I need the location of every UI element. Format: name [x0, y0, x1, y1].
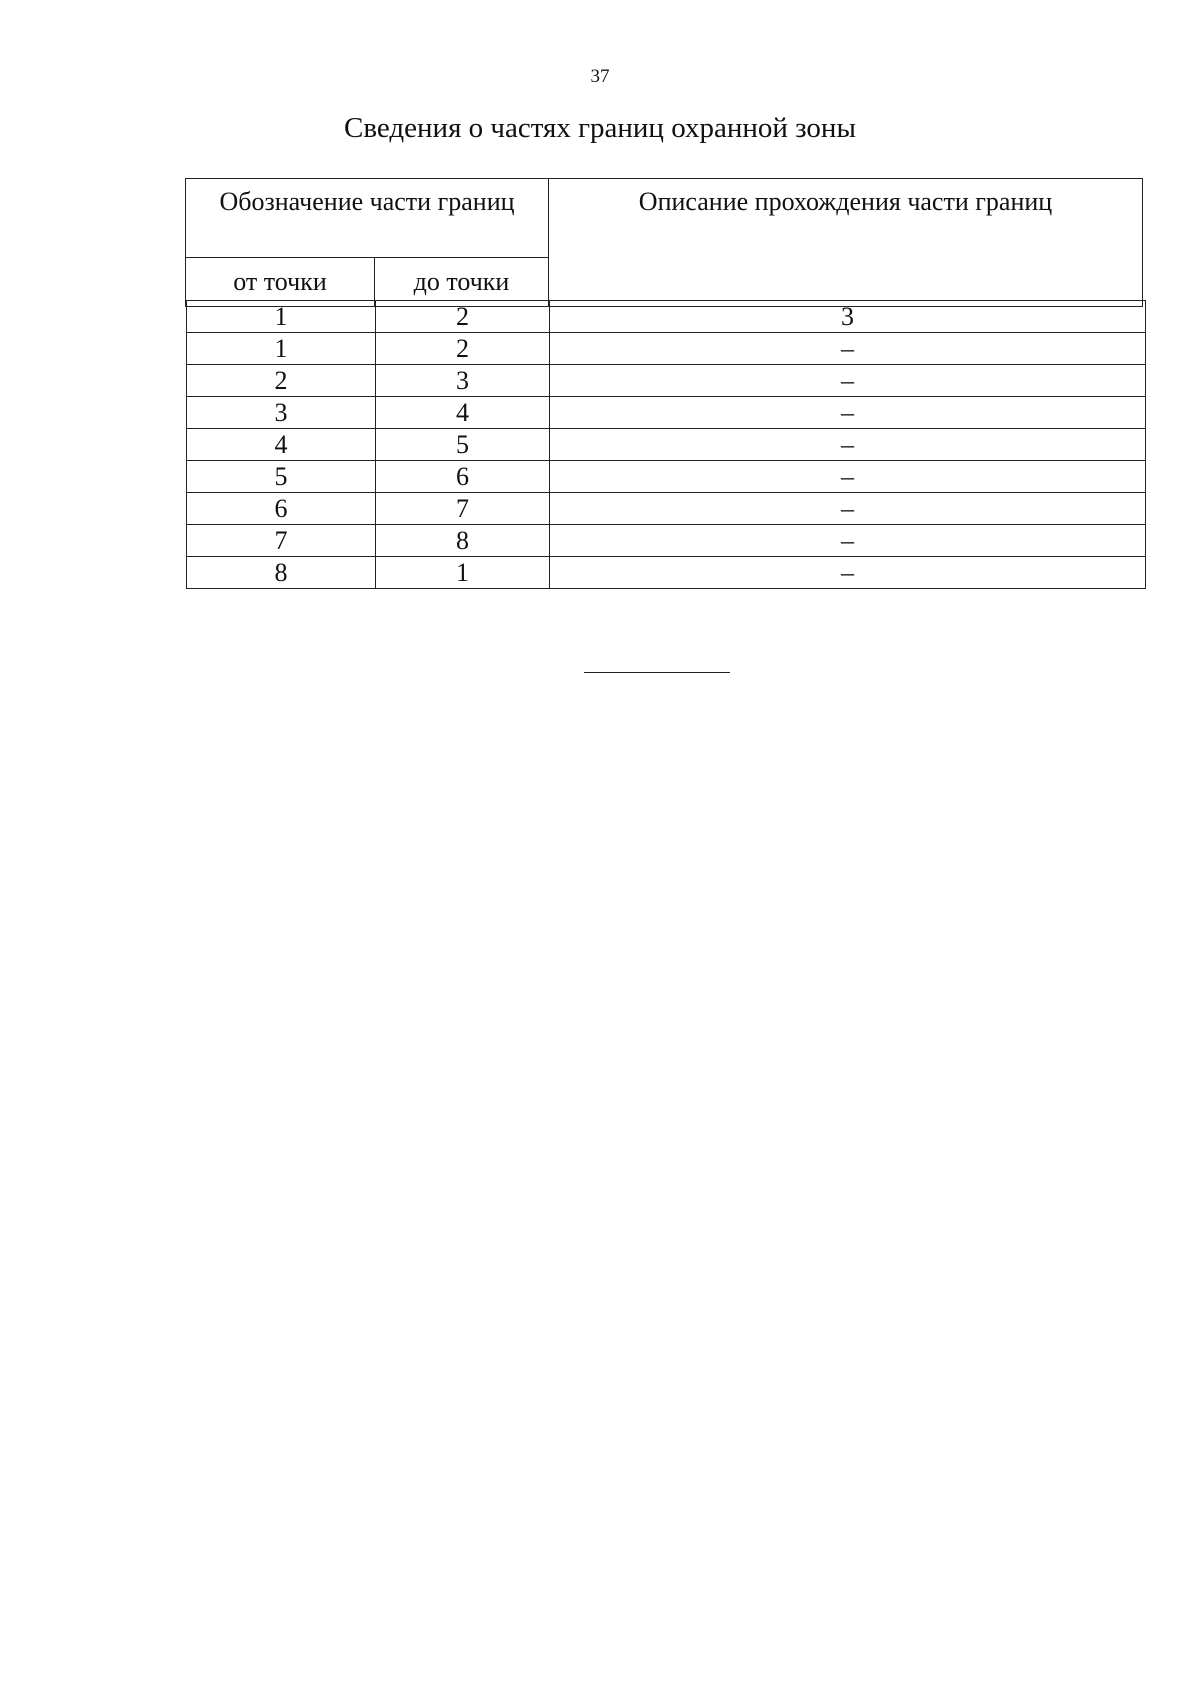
- to-point-cell: 3: [376, 365, 550, 397]
- to-point-cell: 2: [376, 333, 550, 365]
- header-from-point: от точки: [186, 258, 375, 307]
- table-row: [187, 525, 1146, 557]
- table-row: [187, 461, 1146, 493]
- header-boundary-part-designation: Обозначение части границ: [186, 179, 549, 258]
- description-cell: –: [550, 397, 1146, 429]
- from-point-cell: 2: [187, 365, 376, 397]
- description-cell: –: [550, 493, 1146, 525]
- from-point-cell: 7: [187, 525, 376, 557]
- table-row: [187, 429, 1146, 461]
- from-point-cell: 5: [187, 461, 376, 493]
- to-point-cell: 4: [376, 397, 550, 429]
- to-point-cell: 5: [376, 429, 550, 461]
- table-row: [187, 333, 1146, 365]
- from-point-cell: 3: [187, 397, 376, 429]
- boundary-table-header: [185, 178, 1143, 307]
- end-of-section-rule: [584, 672, 730, 673]
- description-cell: –: [550, 429, 1146, 461]
- boundary-table-body: [186, 300, 1146, 589]
- from-point-cell: 1: [187, 333, 376, 365]
- description-cell: –: [550, 525, 1146, 557]
- header-boundary-description: Описание прохождения части границ: [549, 179, 1143, 307]
- column-number-row: [187, 301, 1146, 333]
- description-cell: –: [550, 461, 1146, 493]
- description-cell: –: [550, 365, 1146, 397]
- to-point-cell: 8: [376, 525, 550, 557]
- to-point-cell: 1: [376, 557, 550, 589]
- column-number-to: 2: [376, 301, 550, 333]
- to-point-cell: 7: [376, 493, 550, 525]
- from-point-cell: 4: [187, 429, 376, 461]
- table-row: [187, 365, 1146, 397]
- table-row: [187, 493, 1146, 525]
- page-number: 37: [590, 66, 610, 87]
- description-cell: –: [550, 557, 1146, 589]
- from-point-cell: 6: [187, 493, 376, 525]
- column-number-from: 1: [187, 301, 376, 333]
- page-title: Сведения о частях границ охранной зоны: [344, 112, 856, 144]
- table-row: [187, 397, 1146, 429]
- from-point-cell: 8: [187, 557, 376, 589]
- header-to-point: до точки: [375, 258, 549, 307]
- description-cell: –: [550, 333, 1146, 365]
- to-point-cell: 6: [376, 461, 550, 493]
- column-number-description: 3: [550, 301, 1146, 333]
- table-row: [187, 557, 1146, 589]
